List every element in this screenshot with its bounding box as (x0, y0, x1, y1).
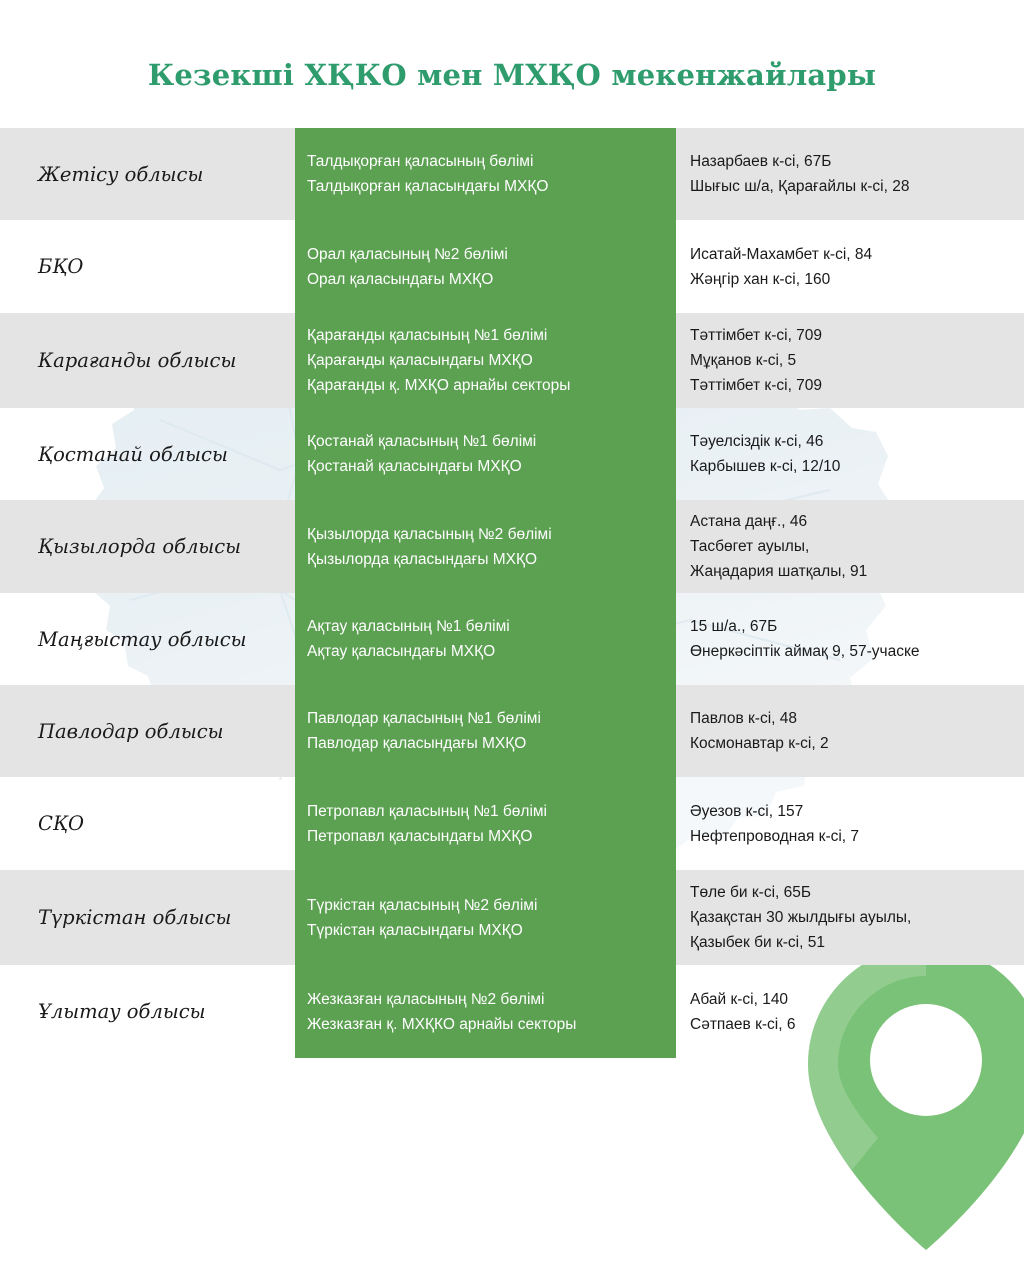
office-list (295, 965, 676, 1058)
address-line: Тәуелсіздік к-сі, 46 (690, 433, 824, 450)
page-title: Кезекші ХҚКО мен МХҚО мекенжайлары (147, 58, 877, 92)
address-line: Исатай-Махамбет к-сі, 84 (690, 245, 873, 263)
table-row (0, 965, 1024, 1058)
address-list (676, 313, 1024, 408)
office-line: Ақтау қаласының №1 бөлімі (307, 618, 510, 635)
region-name: Маңғыстау облысы (38, 627, 247, 651)
office-line: Түркістан қаласындағы МХҚО (307, 921, 523, 939)
office-list (295, 500, 676, 593)
table-row (0, 128, 1024, 220)
region-name: Ұлытау облысы (38, 1000, 206, 1023)
address-line: Шығыс ш/а, Қарағайлы к-сі, 28 (690, 178, 910, 195)
address-line: Өнеркәсіптік аймақ 9, 57-учаске (690, 643, 920, 660)
address-list (676, 128, 1024, 220)
office-line: Қызылорда қаласындағы МХҚО (307, 550, 538, 568)
office-line: Қарағанды қ. МХҚО арнайы секторы (307, 377, 571, 394)
office-list (295, 870, 676, 965)
office-list (295, 685, 676, 777)
address-line: Павлов к-сі, 48 (690, 710, 798, 727)
office-line: Жезказған қаласының №2 бөлімі (307, 990, 545, 1008)
office-line: Орал қаласының №2 бөлімі (307, 245, 508, 263)
office-list (295, 313, 676, 408)
table-row (0, 313, 1024, 408)
address-line: Карбышев к-сі, 12/10 (690, 458, 841, 475)
office-line: Қарағанды қаласының №1 бөлімі (307, 327, 548, 344)
address-list (676, 500, 1024, 593)
region-name: Түркістан облысы (0, 870, 295, 965)
table-row (0, 220, 1024, 313)
office-line: Қарағанды қаласындағы МХҚО (307, 352, 533, 369)
address-line: Астана даңғ., 46 (690, 513, 808, 530)
address-line: Назарбаев к-сі, 67Б (690, 153, 832, 170)
address-line: 15 ш/а., 67Б (690, 618, 778, 635)
office-list (295, 777, 676, 870)
address-line: Тәттімбет к-сі, 709 (690, 327, 823, 344)
office-line: Петропавл қаласының №1 бөлімі (307, 802, 547, 820)
office-line: Түркістан қаласының №2 бөлімі (307, 896, 538, 914)
address-list (676, 593, 1024, 685)
address-line: Әуезов к-сі, 157 (690, 802, 804, 820)
address-line: Сәтпаев к-сі, 6 (690, 1015, 796, 1033)
region-name: Павлодар облысы (0, 685, 295, 777)
address-line: Нефтепроводная к-сі, 7 (690, 827, 860, 845)
address-table (0, 128, 1024, 1058)
office-line: Павлодар қаласының №1 бөлімі (307, 710, 541, 727)
office-list (295, 593, 676, 685)
address-line: Қазыбек би к-сі, 51 (690, 934, 825, 951)
office-line: Петропавл қаласындағы МХҚО (307, 827, 533, 845)
address-list (676, 965, 1024, 1058)
office-list (295, 128, 676, 220)
address-line: Жаңадария шатқалы, 91 (690, 563, 868, 580)
region-name: БҚО (38, 255, 84, 278)
address-line: Абай к-сі, 140 (690, 990, 789, 1008)
address-line: Тасбөгет ауылы, (690, 538, 810, 555)
address-list (676, 685, 1024, 777)
address-list (676, 408, 1024, 500)
office-line: Орал қаласындағы МХҚО (307, 270, 494, 288)
address-list (676, 870, 1024, 965)
address-list (676, 220, 1024, 313)
region-name: Жетісу облысы (0, 128, 295, 220)
address-line: Космонавтар к-сі, 2 (690, 735, 829, 752)
region-name: Карағанды облысы (0, 313, 295, 408)
table-row (0, 777, 1024, 870)
office-line: Қостанай қаласының №1 бөлімі (307, 433, 537, 450)
office-line: Ақтау қаласындағы МХҚО (307, 643, 496, 660)
office-line: Павлодар қаласындағы МХҚО (307, 735, 527, 752)
address-line: Мұқанов к-сі, 5 (690, 352, 797, 369)
address-line: Тәттімбет к-сі, 709 (690, 377, 823, 394)
office-line: Талдықорған қаласындағы МХҚО (307, 178, 549, 195)
office-list (295, 220, 676, 313)
table-row (0, 500, 1024, 593)
table-row (0, 870, 1024, 965)
region-name: СҚО (38, 812, 84, 835)
region-name: Қызылорда облысы (0, 500, 295, 593)
address-list (676, 777, 1024, 870)
office-list (295, 408, 676, 500)
table-row (0, 685, 1024, 777)
address-line: Төле би к-сі, 65Б (690, 884, 812, 901)
office-line: Талдықорған қаласының бөлімі (307, 153, 534, 170)
address-line: Жәңгір хан к-сі, 160 (690, 270, 831, 288)
table-row (0, 593, 1024, 685)
table-row (0, 408, 1024, 500)
address-line: Қазақстан 30 жылдығы ауылы, (690, 909, 912, 926)
office-line: Қызылорда қаласының №2 бөлімі (307, 525, 552, 543)
office-line: Қостанай қаласындағы МХҚО (307, 458, 522, 475)
region-name: Қостанай облысы (38, 442, 228, 466)
office-line: Жезказған қ. МХҚКО арнайы секторы (307, 1015, 577, 1033)
